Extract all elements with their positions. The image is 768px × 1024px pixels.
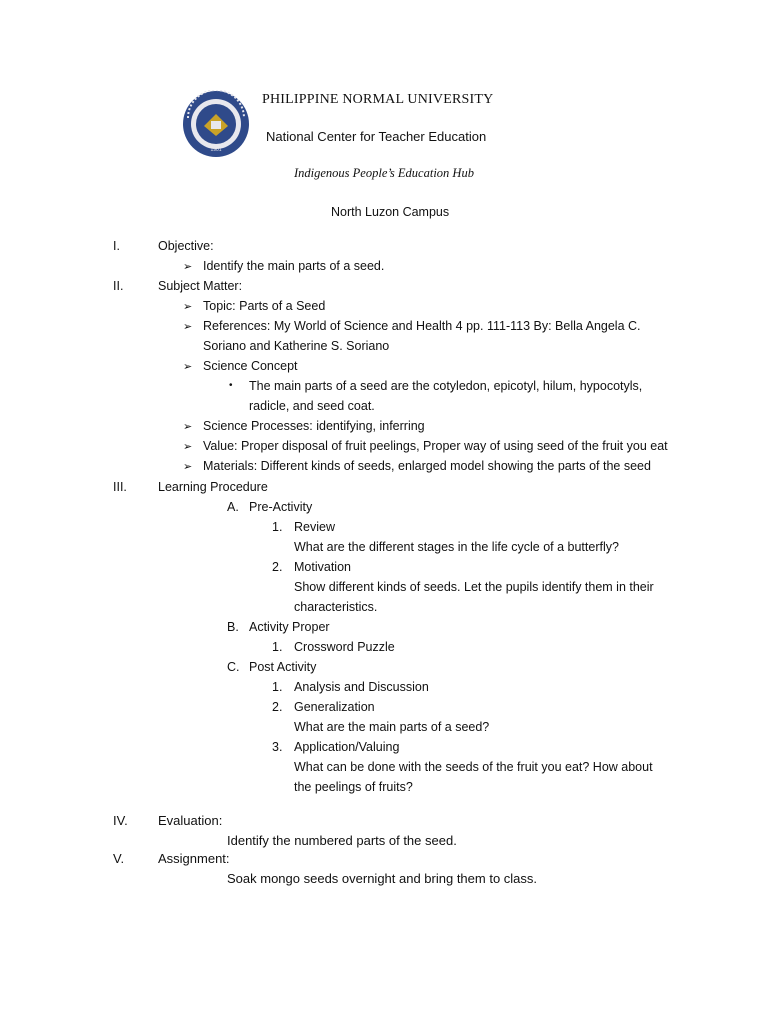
- application-text-cont: the peelings of fruits?: [294, 780, 413, 794]
- assignment-text: Soak mongo seeds overnight and bring them to class.: [227, 871, 538, 886]
- topic-item: Topic: Parts of a Seed: [203, 299, 326, 313]
- section-number: I.: [113, 239, 120, 253]
- arrow-bullet-icon: ➢: [183, 441, 193, 453]
- application-text: What can be done with the seeds of the fruit you eat? How about: [294, 760, 653, 774]
- analysis-title: Analysis and Discussion: [294, 680, 429, 694]
- section-number: V.: [113, 851, 125, 866]
- application-title: Application/Valuing: [294, 740, 400, 754]
- arrow-bullet-icon: ➢: [183, 301, 193, 313]
- section-number: III.: [113, 480, 127, 494]
- motivation-text: Show different kinds of seeds. Let the pupils identify them in their: [294, 580, 654, 594]
- motivation-text-cont: characteristics.: [294, 600, 378, 614]
- university-seal-logo: [182, 90, 250, 158]
- arrow-bullet-icon: ➢: [183, 461, 193, 473]
- item-number: 1.: [272, 640, 283, 654]
- arrow-bullet-icon: ➢: [183, 421, 193, 433]
- arrow-bullet-icon: ➢: [183, 361, 193, 373]
- pre-activity-title: Pre-Activity: [249, 500, 313, 514]
- arrow-bullet-icon: ➢: [183, 321, 193, 333]
- objective-item: Identify the main parts of a seed.: [203, 259, 385, 273]
- evaluation-text: Identify the numbered parts of the seed.: [227, 833, 457, 848]
- concept-text: The main parts of a seed are the cotyledon, epicotyl, hilum, hypocotyls,: [249, 379, 643, 393]
- section-title-objective: Objective:: [158, 239, 214, 253]
- item-number: 3.: [272, 740, 283, 754]
- science-concept-item: Science Concept: [203, 359, 298, 373]
- seal-year: 1901: [210, 147, 222, 153]
- activity-proper-title: Activity Proper: [249, 620, 330, 634]
- materials-item: Materials: Different kinds of seeds, enlarged model showing the parts of the seed: [203, 459, 651, 473]
- campus-name: North Luzon Campus: [331, 205, 450, 219]
- bullet-dot-icon: •: [229, 380, 233, 391]
- review-title: Review: [294, 520, 335, 534]
- value-item: Value: Proper disposal of fruit peelings, Proper way of using seed of the fruit you eat: [203, 439, 668, 453]
- sub-letter: B.: [227, 620, 239, 634]
- item-number: 2.: [272, 700, 283, 714]
- section-number: II.: [113, 279, 124, 293]
- arrow-bullet-icon: ➢: [183, 261, 193, 273]
- science-processes-item: Science Processes: identifying, inferring: [203, 419, 425, 433]
- references-item-cont: Soriano and Katherine S. Soriano: [203, 339, 390, 353]
- concept-text-cont: radicle, and seed coat.: [249, 399, 375, 413]
- sub-letter: A.: [227, 500, 239, 514]
- center-name: National Center for Teacher Education: [266, 129, 487, 144]
- section-title-evaluation: Evaluation:: [158, 813, 223, 828]
- section-title-assignment: Assignment:: [158, 851, 230, 866]
- section-number: IV.: [113, 813, 128, 828]
- item-number: 2.: [272, 560, 283, 574]
- references-item: References: My World of Science and Health 4 pp. 111-113 By: Bella Angela C.: [203, 319, 641, 333]
- section-title-learning-procedure: Learning Procedure: [158, 480, 268, 494]
- item-number: 1.: [272, 520, 283, 534]
- review-text: What are the different stages in the life cycle of a butterfly?: [294, 540, 619, 554]
- post-activity-title: Post Activity: [249, 660, 317, 674]
- motivation-title: Motivation: [294, 560, 351, 574]
- item-number: 1.: [272, 680, 283, 694]
- sub-letter: C.: [227, 660, 240, 674]
- generalization-text: What are the main parts of a seed?: [294, 720, 490, 734]
- crossword-title: Crossword Puzzle: [294, 640, 395, 654]
- generalization-title: Generalization: [294, 700, 375, 714]
- university-name: PHILIPPINE NORMAL UNIVERSITY: [262, 92, 494, 107]
- hub-name: Indigenous People’s Education Hub: [294, 166, 474, 180]
- section-title-subject-matter: Subject Matter:: [158, 279, 243, 293]
